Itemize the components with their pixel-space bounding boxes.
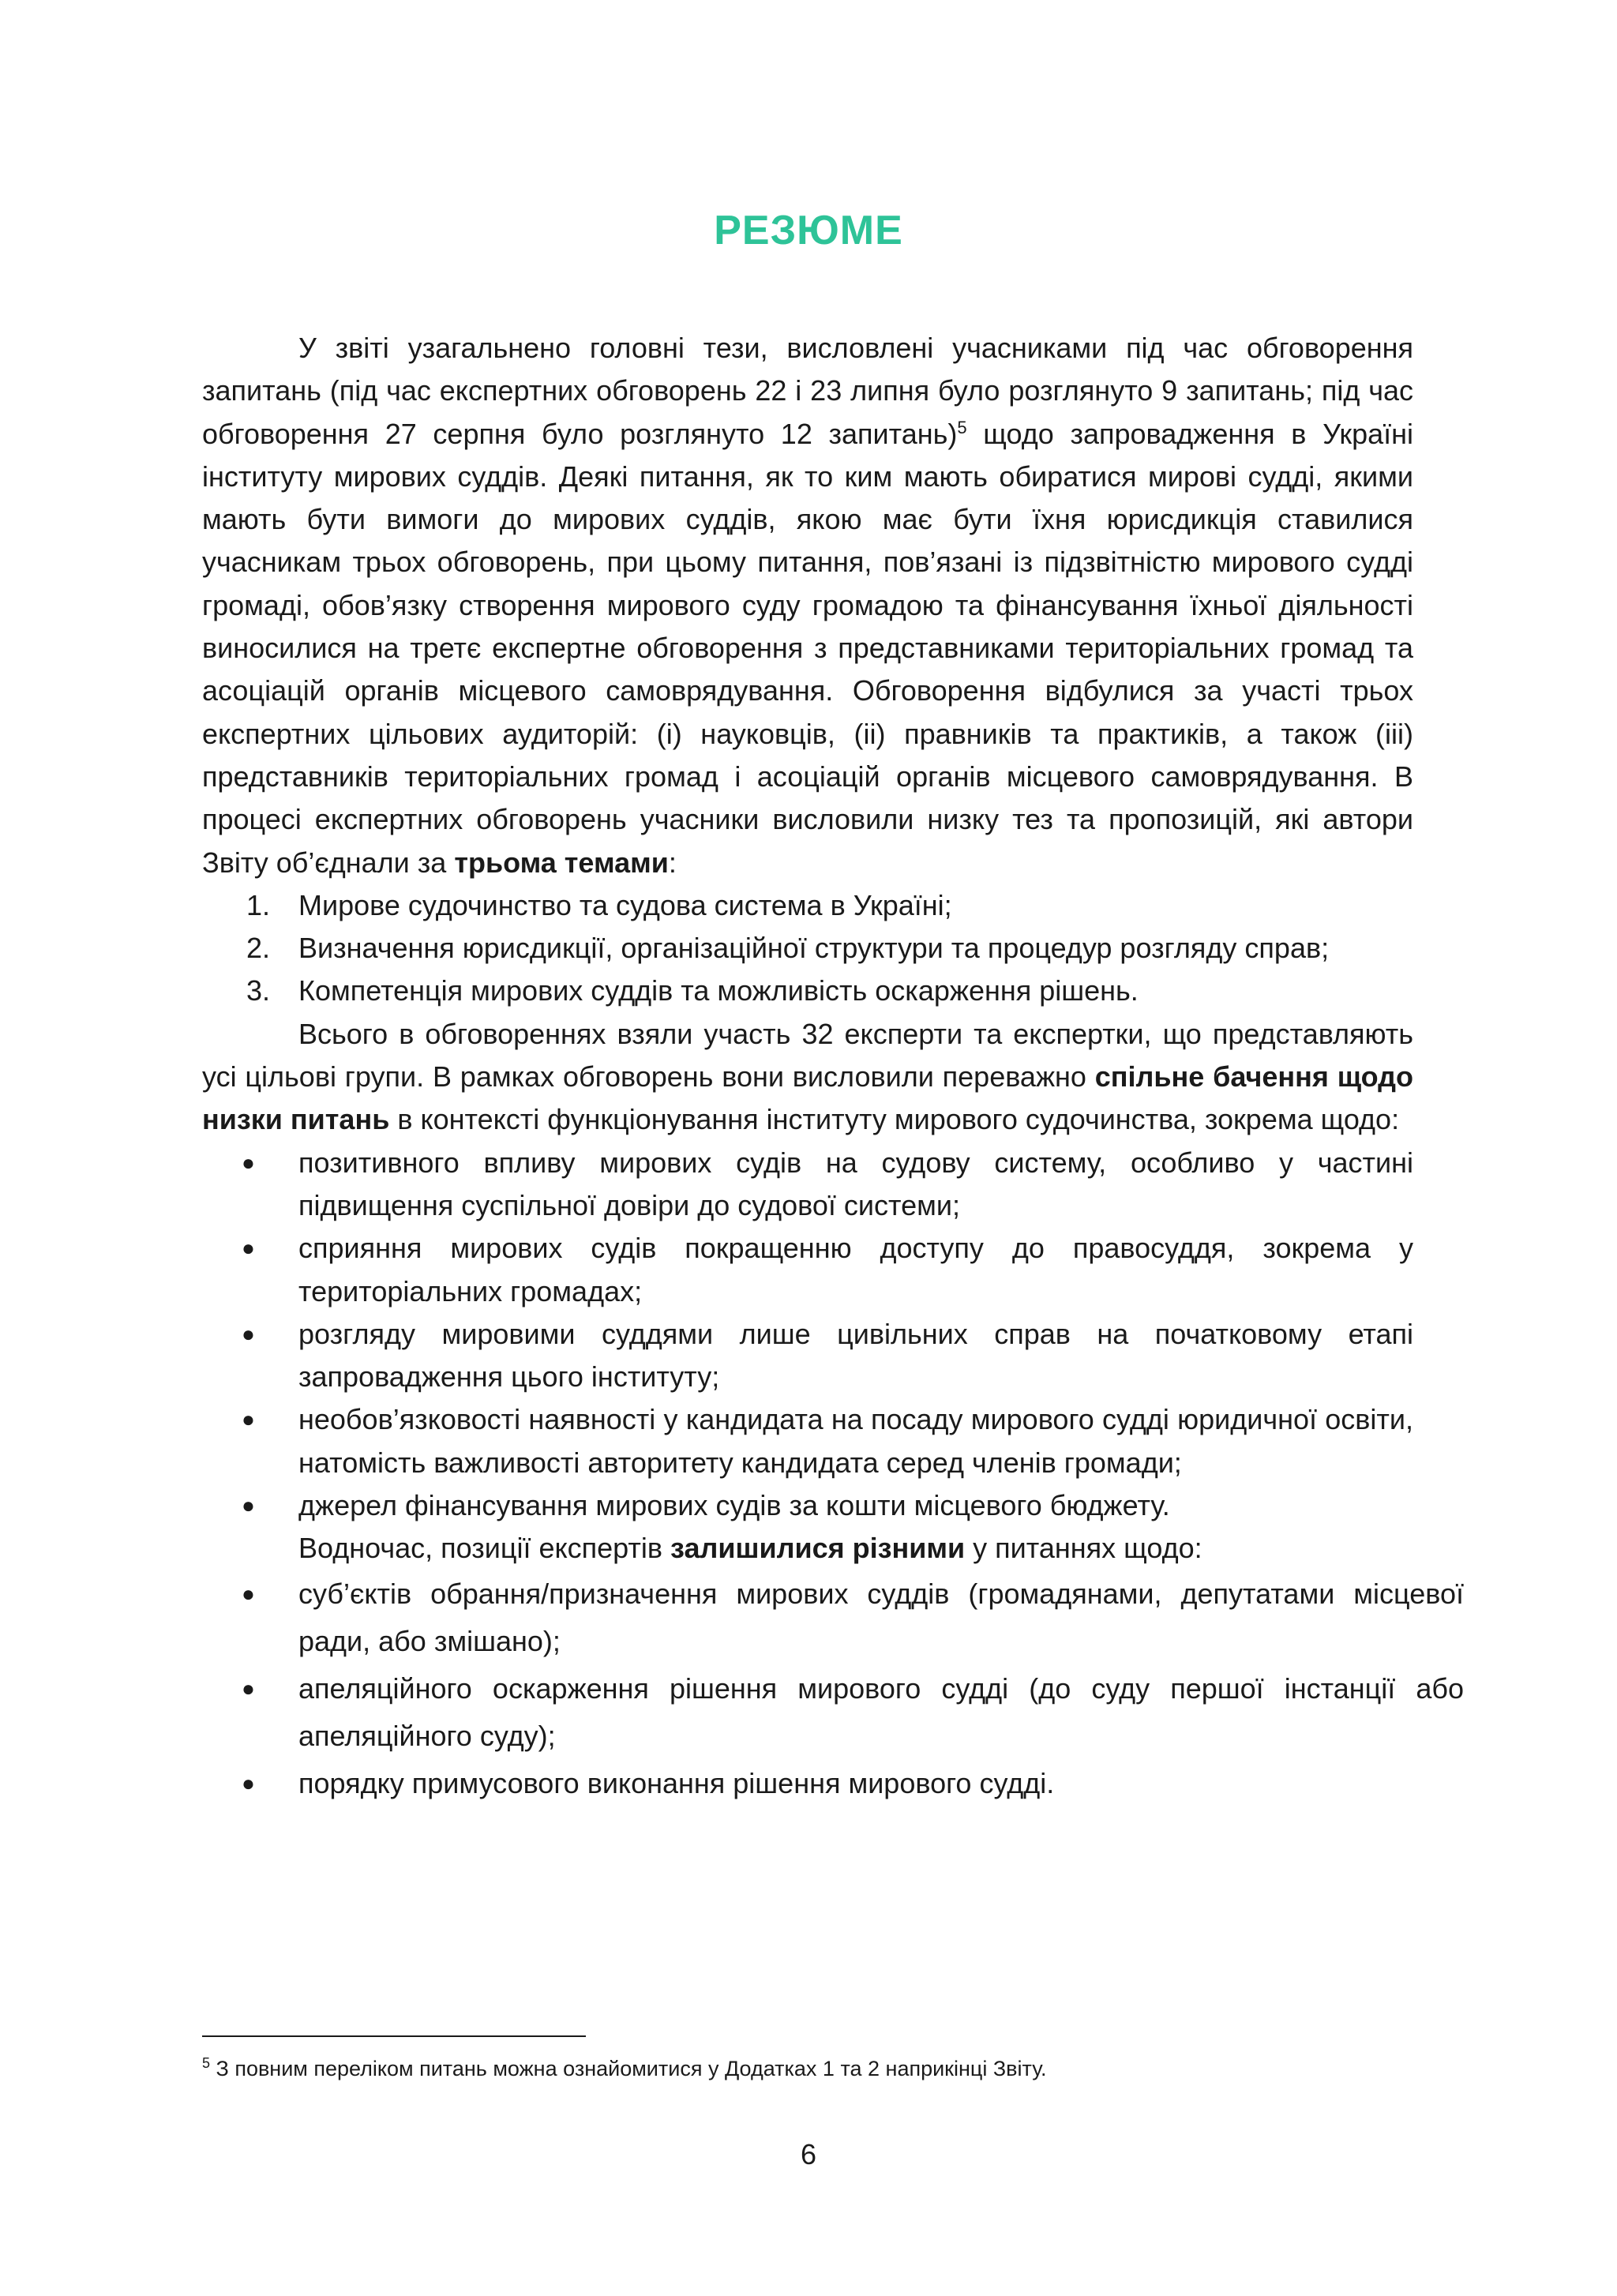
bullet-icon: ● bbox=[242, 1770, 255, 1795]
bullet-icon: ● bbox=[242, 1675, 255, 1701]
footnote-text: З повним переліком питань можна ознайомитися у Додатках 1 та 2 наприкінці Звіту. bbox=[210, 2057, 1047, 2080]
intro-bold-themes: трьома темами bbox=[454, 846, 669, 879]
consensus-item bbox=[202, 1398, 1413, 1484]
bullet-icon: ● bbox=[242, 1407, 255, 1432]
divergent-item bbox=[202, 1665, 1464, 1760]
consensus-bold: спільне бачення щодо низки питань bbox=[202, 1060, 1413, 1136]
consensus-item-text: джерел фінансування мирових судів за кошти місцевого бюджету. bbox=[298, 1489, 1170, 1522]
consensus-item-text: позитивного впливу мирових судів на судову систему, особливо у частині підвищення суспільної довіри до судової системи; bbox=[298, 1146, 1413, 1221]
footnote-divider bbox=[202, 2035, 586, 2037]
consensus-list bbox=[202, 1142, 1413, 1528]
intro-paragraph bbox=[202, 327, 1413, 884]
consensus-item bbox=[202, 1313, 1413, 1399]
consensus-text-1: Всього в обговореннях взяли участь 32 експерти та експертки, що представляють усі цільові групи. В рамках обговорень вони висловили переважно bbox=[202, 1017, 1413, 1094]
footnote bbox=[202, 2053, 1413, 2084]
theme-item bbox=[202, 970, 1413, 1012]
theme-text: Мирове судочинство та судова система в Україні; bbox=[298, 888, 952, 921]
consensus-item bbox=[202, 1142, 1413, 1228]
page-title: РЕЗЮМЕ bbox=[714, 208, 903, 253]
bullet-icon: ● bbox=[242, 1493, 255, 1518]
bullet-icon: ● bbox=[242, 1581, 255, 1606]
divergent-paragraph bbox=[202, 1527, 1413, 1570]
divergent-bold: залишилися різними bbox=[670, 1532, 966, 1565]
divergent-text-2: у питаннях щодо: bbox=[965, 1532, 1202, 1565]
theme-text: Компетенція мирових суддів та можливість оскарження рішень. bbox=[298, 974, 1139, 1007]
consensus-item-text: сприяння мирових судів покращенню доступу до правосуддя, зокрема у територіальних громадах; bbox=[298, 1232, 1413, 1307]
theme-item bbox=[202, 927, 1413, 970]
intro-text-3: : bbox=[668, 846, 677, 879]
consensus-paragraph bbox=[202, 1013, 1413, 1142]
bullet-icon: ● bbox=[242, 1321, 255, 1346]
theme-text: Визначення юрисдикції, організаційної структури та процедур розгляду справ; bbox=[298, 932, 1330, 965]
theme-number: 3. bbox=[246, 974, 271, 1007]
theme-item bbox=[202, 884, 1413, 927]
summary-body bbox=[202, 327, 1464, 1807]
bullet-icon: ● bbox=[242, 1236, 255, 1261]
divergent-item-text: порядку примусового виконання рішення мирового судді. bbox=[298, 1766, 1055, 1799]
divergent-item-text: апеляційного оскарження рішення мирового судді (до суду першої інстанції або апеляційного суду); bbox=[298, 1671, 1464, 1752]
divergent-text-1: Водночас, позиції експертів bbox=[298, 1532, 671, 1565]
divergent-item bbox=[202, 1760, 1464, 1807]
theme-number: 2. bbox=[246, 932, 271, 965]
divergent-item-text: суб’єктів обрання/призначення мирових суддів (громадянами, депутатами місцевої ради, або змішано); bbox=[298, 1577, 1464, 1657]
intro-text-1: У звіті узагальнено головні тези, висловлені учасниками під час обговорення запитань (під час експертних обговорень 22 і 23 липня було розглянуто 9 запитань; під час обговорення 27 серпня було розглянуто 12 запитань) bbox=[202, 332, 1413, 450]
themes-list bbox=[202, 884, 1413, 1013]
intro-text-2: щодо запровадження в Україні інституту мирових суддів. Деякі питання, як то ким мають обиратися мирові судді, якими мають бути вимоги до мирових суддів, якою має бути їхня юрисдикція ставилися учасникам трьох обговорень, при цьому питання, пов’язані із підзвітністю мирового судді громаді, обов’язку створення мирового суду громадою та фінансування їхньої діяльності виносилися на третє експертне обговорення з представниками територіальних громад та асоціацій органів місцевого самоврядування. Обговорення відбулися за участі трьох експертних цільових аудиторій: (і) науковців, (іі) правників та практиків, а також (ііі) представників територіальних громад і асоціацій органів місцевого самоврядування. В процесі експертних обговорень учасники висловили низку тез та пропозицій, які автори Звіту об’єднали за bbox=[202, 417, 1414, 879]
consensus-item bbox=[202, 1484, 1413, 1527]
consensus-item-text: необов’язковості наявності у кандидата на посаду мирового судді юридичної освіти, натомість важливості авторитету кандидата серед членів громади; bbox=[298, 1403, 1413, 1479]
page-number: 6 bbox=[800, 2138, 817, 2170]
consensus-item-text: розгляду мировими суддями лише цивільних справ на початковому етапі запровадження цього інституту; bbox=[298, 1317, 1413, 1394]
bullet-icon: ● bbox=[242, 1150, 255, 1175]
divergent-item bbox=[202, 1570, 1464, 1665]
theme-number: 1. bbox=[246, 888, 271, 921]
divergent-list bbox=[202, 1570, 1464, 1807]
footnote-number: 5 bbox=[202, 2055, 211, 2071]
footnote-ref[interactable]: 5 bbox=[957, 417, 967, 437]
consensus-item bbox=[202, 1227, 1413, 1313]
consensus-text-2: в контексті функціонування інституту мирового судочинства, зокрема щодо: bbox=[389, 1103, 1400, 1136]
